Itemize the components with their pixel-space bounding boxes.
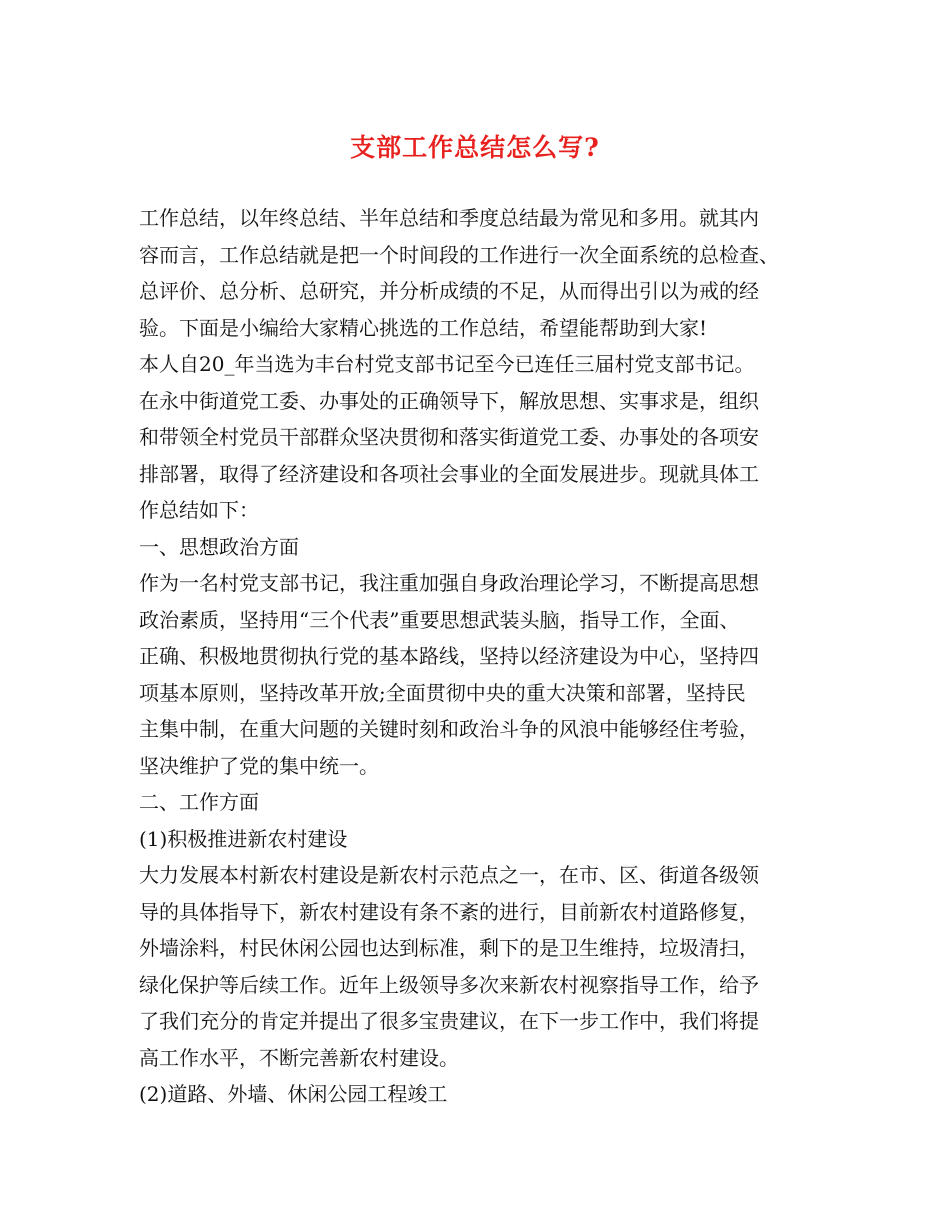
body-line: 大力发展本村新农村建设是新农村示范点之一，在市、区、街道各级领	[139, 863, 759, 887]
body-line: 在永中街道党工委、办事处的正确领导下，解放思想、实事求是，组织	[139, 388, 759, 413]
body-line: 容而言，工作总结就是把一个时间段的工作进行一次全面系统的总检查、	[139, 242, 779, 267]
body-line: 导的具体指导下，新农村建设有条不紊的进行，目前新农村道路修复，	[139, 899, 759, 924]
body-line: 绿化保护等后续工作。近年上级领导多次来新农村视察指导工作，给予	[139, 972, 759, 997]
body-line: 排部署，取得了经济建设和各项社会事业的全面发展进步。现就具体工	[139, 461, 759, 486]
body-line: 验。下面是小编给大家精心挑选的工作总结，希望能帮助到大家!	[139, 315, 708, 340]
body-line: 外墙涂料，村民休闲公园也达到标准，剩下的是卫生维持，垃圾清扫，	[139, 936, 759, 960]
body-line: 作总结如下：	[139, 498, 259, 522]
body-line: 和带领全村党员干部群众坚决贯彻和落实街道党工委、办事处的各项安	[139, 425, 759, 449]
body-line: 了我们充分的肯定并提出了很多宝贵建议，在下一步工作中，我们将提	[139, 1009, 759, 1033]
body-line: 总评价、总分析、总研究，并分析成绩的不足，从而得出引以为戒的经	[139, 279, 759, 303]
body-line: 作为一名村党支部书记，我注重加强自身政治理论学习，不断提高思想	[139, 571, 759, 595]
body-line: 高工作水平，不断完善新农村建设。	[139, 1045, 459, 1070]
body-line: 本人自20_年当选为丰台村党支部书记至今已连任三届村党支部书记。	[139, 352, 755, 376]
body-line: 工作总结，以年终总结、半年总结和季度总结最为常见和多用。就其内	[139, 206, 759, 230]
subsection-heading: (1)积极推进新农村建设	[139, 826, 348, 851]
subsection-heading: (2)道路、外墙、休闲公园工程竣工	[139, 1082, 448, 1106]
document-title: 支部工作总结怎么写?	[350, 133, 600, 162]
document-body	[139, 200, 829, 1113]
body-line: 项基本原则，坚持改革开放;全面贯彻中央的重大决策和部署，坚持民	[139, 680, 746, 705]
body-line: 坚决维护了党的集中统一。	[139, 753, 379, 778]
section-heading: 一、思想政治方面	[139, 534, 299, 559]
section-heading: 二、工作方面	[139, 790, 259, 814]
body-line: 主集中制，在重大问题的关键时刻和政治斗争的风浪中能够经住考验，	[139, 717, 759, 741]
body-line: 政治素质，坚持用“三个代表”重要思想武装头脑，指导工作，全面、	[139, 607, 740, 632]
body-line: 正确、积极地贯彻执行党的基本路线，坚持以经济建设为中心，坚持四	[139, 644, 759, 668]
